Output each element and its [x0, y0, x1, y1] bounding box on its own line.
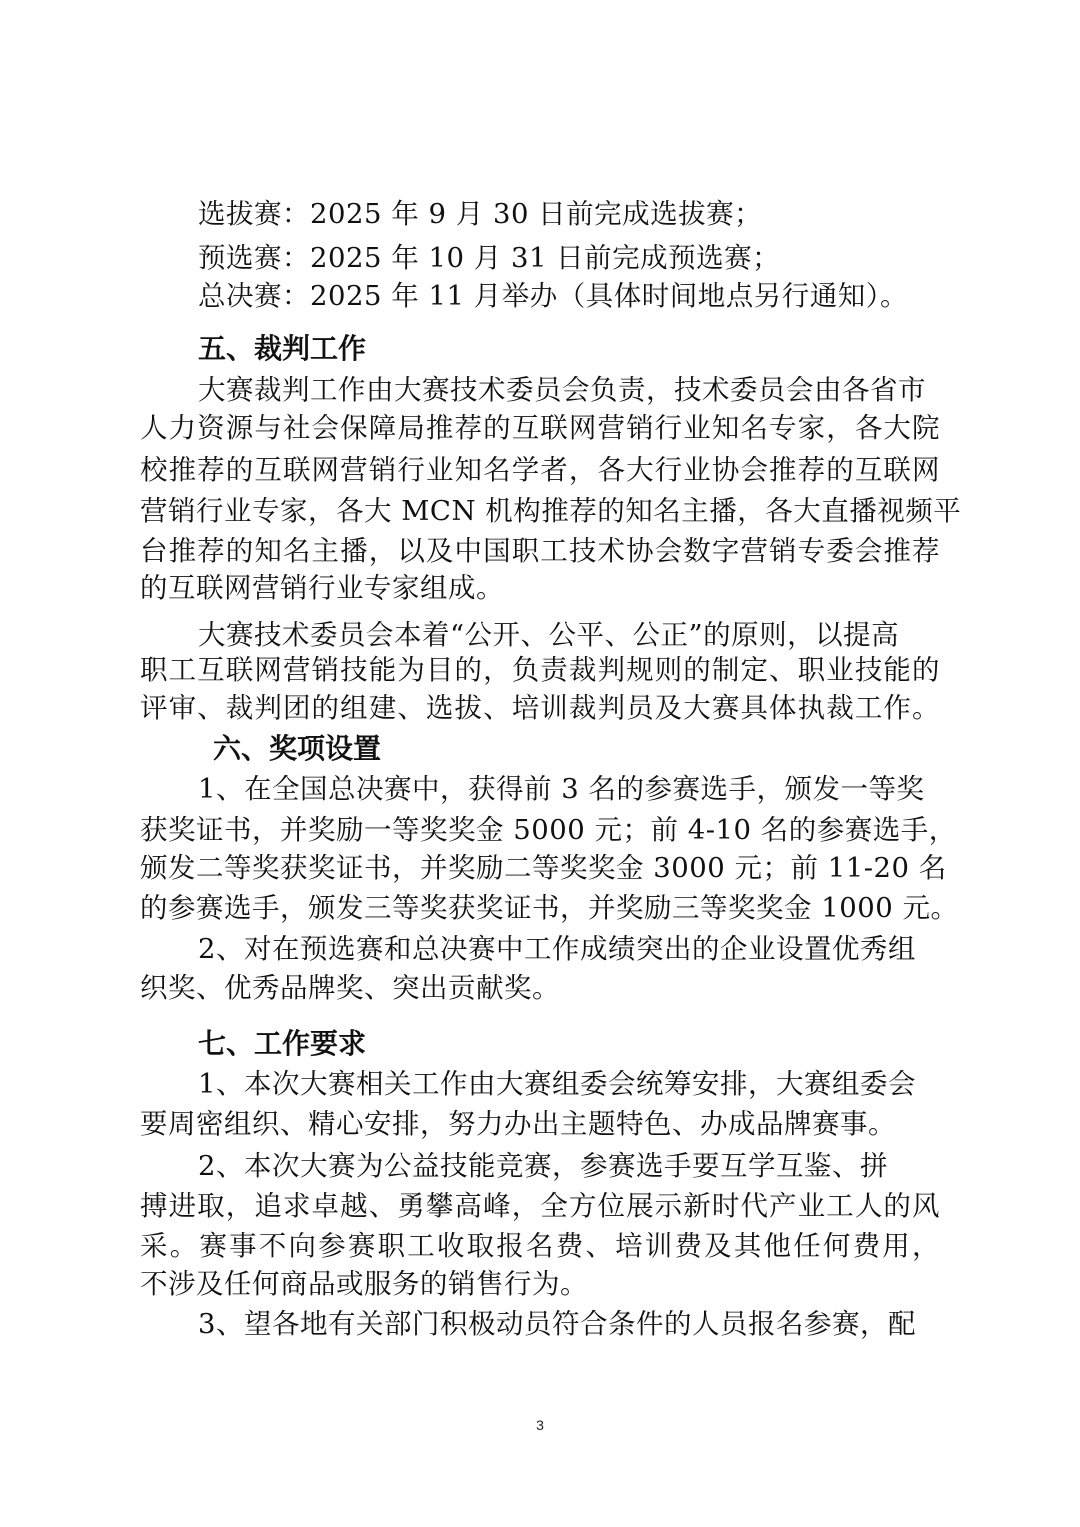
section-heading: 五、裁判工作: [198, 332, 367, 365]
paragraph-line: 不涉及任何商品或服务的销售行为。: [140, 1268, 588, 1300]
paragraph-line: 搏进取，追求卓越、勇攀高峰，全方位展示新时代产业工人的风: [140, 1190, 940, 1222]
paragraph-line: 织奖、优秀品牌奖、突出贡献奖。: [140, 972, 560, 1004]
paragraph-line: 营销行业专家，各大 MCN 机构推荐的知名主播，各大直播视频平: [140, 495, 962, 527]
page-number: 3: [536, 1417, 544, 1433]
paragraph-line: 的互联网营销行业专家组成。: [140, 572, 504, 604]
paragraph-line: 评审、裁判团的组建、选拔、培训裁判员及大赛具体执裁工作。: [140, 692, 940, 724]
section-heading: 七、工作要求: [198, 1027, 367, 1060]
paragraph-line: 采。赛事不向参赛职工收取报名费、培训费及其他任何费用，: [140, 1230, 940, 1262]
paragraph-line: 大赛裁判工作由大赛技术委员会负责，技术委员会由各省市: [198, 374, 926, 406]
paragraph-line: 校推荐的互联网营销行业知名学者，各大行业协会推荐的互联网: [140, 454, 940, 486]
paragraph-line: 颁发二等奖获奖证书，并奖励二等奖奖金 3000 元；前 11-20 名: [140, 852, 947, 884]
paragraph-line: 人力资源与社会保障局推荐的互联网营销行业知名专家，各大院: [140, 412, 940, 444]
paragraph-line: 大赛技术委员会本着“公开、公平、公正”的原则，以提高: [198, 619, 900, 651]
paragraph-line: 台推荐的知名主播，以及中国职工技术协会数字营销专委会推荐: [140, 535, 940, 567]
section-heading: 六、奖项设置: [213, 732, 382, 765]
paragraph-line: 1、在全国总决赛中，获得前 3 名的参赛选手，颁发一等奖: [198, 773, 925, 805]
paragraph-line: 获奖证书，并奖励一等奖奖金 5000 元；前 4-10 名的参赛选手，: [140, 814, 957, 846]
paragraph-line: 2、对在预选赛和总决赛中工作成绩突出的企业设置优秀组: [198, 933, 916, 965]
paragraph-line: 职工互联网营销技能为目的，负责裁判规则的制定、职业技能的: [140, 654, 940, 686]
schedule-line: 总决赛：2025 年 11 月举办（具体时间地点另行通知）。: [198, 280, 908, 312]
paragraph-line: 要周密组织、精心安排，努力办出主题特色、办成品牌赛事。: [140, 1108, 896, 1140]
paragraph-line: 1、本次大赛相关工作由大赛组委会统筹安排，大赛组委会: [198, 1068, 916, 1100]
paragraph-line: 的参赛选手，颁发三等奖获奖证书，并奖励三等奖奖金 1000 元。: [140, 892, 959, 924]
paragraph-line: 2、本次大赛为公益技能竞赛，参赛选手要互学互鉴、拼: [198, 1150, 888, 1182]
schedule-line: 选拔赛：2025 年 9 月 30 日前完成选拔赛；: [198, 198, 763, 230]
paragraph-line: 3、望各地有关部门积极动员符合条件的人员报名参赛，配: [198, 1308, 916, 1340]
schedule-line: 预选赛：2025 年 10 月 31 日前完成预选赛；: [198, 242, 781, 274]
